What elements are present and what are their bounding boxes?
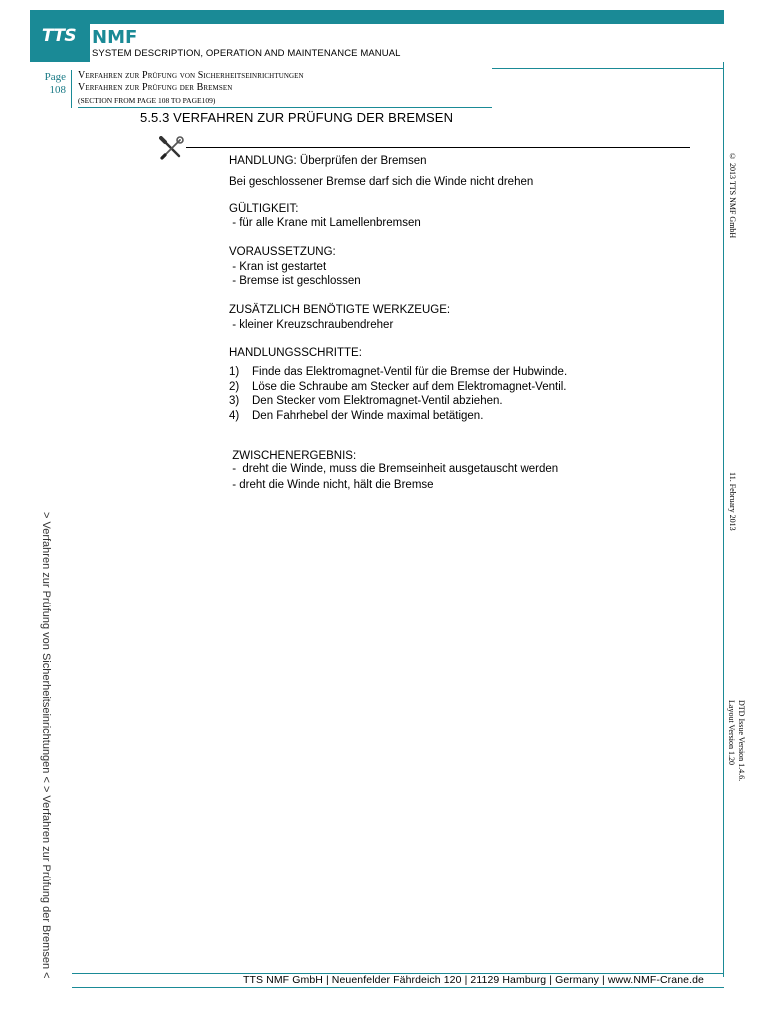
footer-address: TTS NMF GmbH | Neuenfelder Fährdeich 120 | 21129 Hamburg | Germany | www.NMF-Crane.de [243, 974, 704, 986]
gueltigkeit-item: - für alle Krane mit Lamellenbremsen [229, 217, 421, 229]
description-text: Bei geschlossener Bremse darf sich die Winde nicht drehen [229, 176, 534, 188]
voraussetzung-label: VORAUSSETZUNG: [229, 246, 336, 258]
logo-tts-text: TTS [41, 26, 77, 46]
step-item [229, 395, 567, 410]
voraussetzung-item-1: - Kran ist gestartet [229, 261, 327, 273]
section-title: 5.5.3 VERFAHREN ZUR PRÜFUNG DER BREMSEN [140, 110, 454, 125]
werkzeuge-label: ZUSÄTZLICH BENÖTIGTE WERKZEUGE: [229, 304, 451, 316]
steps-list [229, 366, 567, 424]
breadcrumb-chapter: Verfahren zur Prüfung von Sicherheitseinrichtungen [78, 70, 304, 81]
page-number: 108 [49, 84, 66, 96]
handlung-label: HANDLUNG: [229, 155, 297, 167]
step-item [229, 381, 567, 396]
werkzeuge-item: - kleiner Kreuzschraubendreher [229, 319, 394, 331]
copyright-text: © 2013 TTS NMF GmbH [728, 152, 737, 239]
step-text: Löse die Schraube am Stecker auf dem Elektromagnet-Ventil. [252, 380, 567, 393]
step-number: 2) [229, 380, 240, 393]
right-border [723, 62, 724, 977]
version-issue: DTD Issue Version 1.4.6. [737, 700, 746, 782]
gueltigkeit-label: GÜLTIGKEIT: [229, 203, 299, 215]
zwischen-label: ZWISCHENERGEBNIS: [229, 450, 357, 462]
step-text: Den Fahrhebel der Winde maximal betätigen. [252, 409, 484, 422]
version-block [727, 700, 747, 790]
top-right-rule [492, 68, 723, 69]
zwischen-item-1: - dreht die Winde, muss die Bremseinheit ausgetauscht werden [229, 463, 559, 475]
page-divider [71, 70, 72, 108]
side-breadcrumb: > Verfahren zur Prüfung von Sicherheitseinrichtungen < > Verfahren zur Prüfung der Bremsen < [40, 512, 52, 979]
wrench-screwdriver-icon [159, 136, 184, 161]
step-number: 3) [229, 395, 240, 408]
version-layout: Layout Version 1.20 [727, 700, 736, 765]
section-rule [186, 147, 690, 148]
breadcrumb-rule [78, 107, 492, 108]
schritte-label: HANDLUNGSSCHRITTE: [229, 347, 362, 359]
zwischen-item-2: - dreht die Winde nicht, hält die Bremse [229, 479, 434, 491]
footer-rule-bottom [72, 987, 724, 988]
section-range: (SECTION FROM PAGE 108 TO PAGE109) [78, 96, 216, 105]
handlung-value: Überprüfen der Bremsen [296, 155, 427, 167]
manual-title: SYSTEM DESCRIPTION, OPERATION AND MAINTENANCE MANUAL [92, 48, 401, 59]
step-number: 4) [229, 409, 240, 422]
step-item [229, 410, 567, 425]
step-item [229, 366, 567, 381]
step-text: Den Stecker vom Elektromagnet-Ventil abziehen. [252, 395, 503, 408]
step-number: 1) [229, 366, 240, 378]
handlung-line [229, 155, 427, 167]
voraussetzung-item-2: - Bremse ist geschlossen [229, 275, 361, 287]
breadcrumb-section: Verfahren zur Prüfung der Bremsen [78, 82, 233, 93]
date-text: 11. February 2013 [728, 472, 737, 531]
tts-logo [30, 10, 88, 62]
step-text: Finde das Elektromagnet-Ventil für die Bremse der Hubwinde. [252, 366, 568, 378]
page-label: Page [44, 71, 66, 83]
logo-nmf-text: NMF [92, 27, 138, 48]
